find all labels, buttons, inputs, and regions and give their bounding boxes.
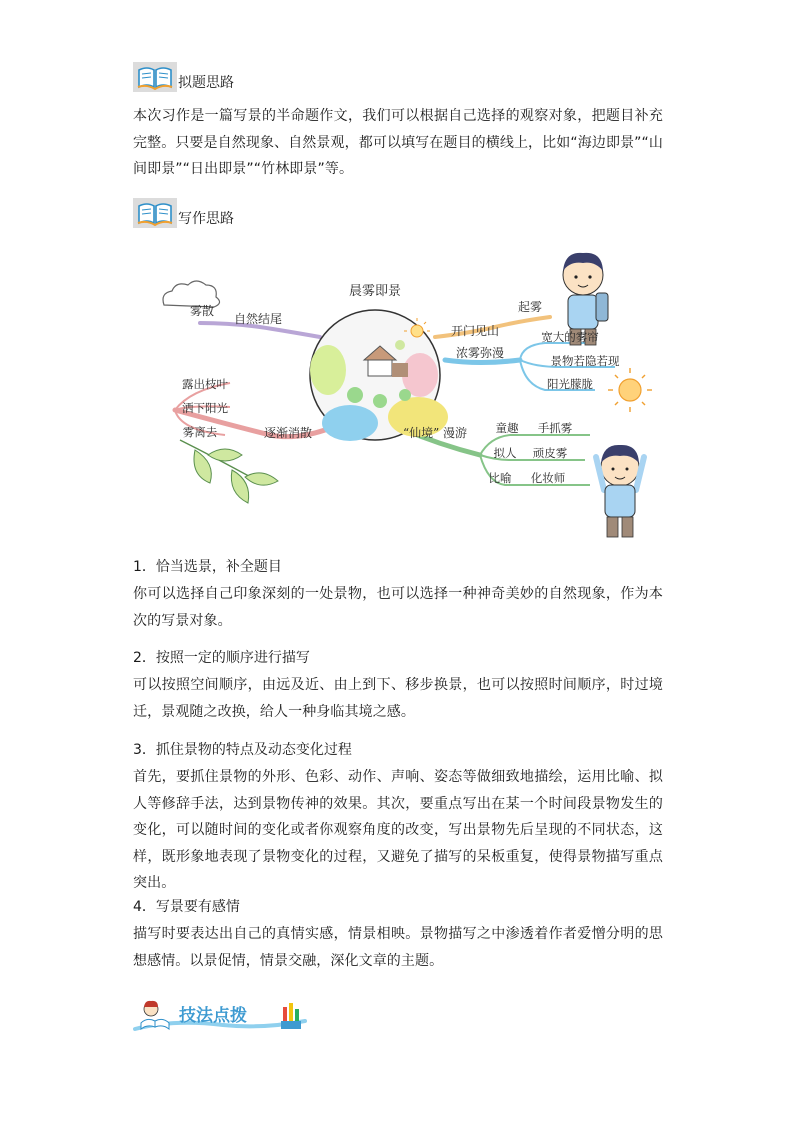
mind-map-branch-label: 浓雾弥漫 bbox=[455, 346, 505, 360]
item-body: 你可以选择自己印象深刻的一处景物，也可以选择一种神奇美妙的自然现象，作为本次的写景对象。 bbox=[133, 586, 663, 629]
leaves-icon bbox=[180, 440, 278, 503]
section-title: 拟题思路 bbox=[178, 75, 234, 91]
sun-icon bbox=[608, 368, 652, 412]
mind-map-leaf-label: 宽大的雾帘 bbox=[541, 330, 599, 344]
mind-map-leaf-label: 化妆师 bbox=[530, 471, 566, 485]
scene-circle bbox=[310, 310, 448, 441]
mind-map-leaf-label: 阳光朦胧 bbox=[547, 377, 593, 391]
mind-map-leaf-label: 童趣 bbox=[495, 421, 519, 435]
mind-map-leaf-label: 雾散 bbox=[189, 304, 215, 318]
child-reading-icon bbox=[141, 1001, 169, 1029]
mind-map-leaf-label: 拟人 bbox=[493, 446, 517, 460]
item-title: 4．写景要有感情 bbox=[133, 899, 240, 915]
pencils-icon bbox=[281, 1003, 301, 1029]
title-intro-paragraph: 本次习作是一篇写景的半命题作文，我们可以根据自己选择的观察对象，把题目补充完整。只要是自然现象、自然景观，都可以填写在题目的横线上，比如“海边即景”“山间即景”“日出即景”“竹林即景”等。 bbox=[133, 108, 663, 177]
mind-map-leaf-label: 景物若隐若现 bbox=[550, 354, 620, 368]
item-title: 3．抓住景物的特点及动态变化过程 bbox=[133, 742, 352, 758]
mind-map-leaf-label: 比喻 bbox=[488, 471, 512, 485]
mind-map-leaf-label: 手抓雾 bbox=[537, 421, 573, 435]
mind-map-leaf-label: 顽皮雾 bbox=[532, 446, 568, 460]
mind-map-leaf-label: 露出枝叶 bbox=[182, 377, 228, 391]
mind-map-leaf-label: 雾离去 bbox=[182, 425, 218, 439]
mind-map-center-label: 晨雾即景 bbox=[348, 284, 402, 299]
mind-map-leaf-label: 洒下阳光 bbox=[182, 401, 228, 415]
open-book-icon bbox=[133, 62, 177, 92]
mind-map-leaf-label: 起雾 bbox=[517, 300, 543, 314]
mind-map-branch-label: 开门见山 bbox=[450, 324, 500, 338]
mind-map-branch-label: 自然结尾 bbox=[233, 312, 283, 326]
waving-boy-illustration bbox=[596, 445, 644, 537]
section-title: 写作思路 bbox=[178, 211, 234, 227]
mind-map bbox=[150, 245, 660, 545]
item-title: 2．按照一定的顺序进行描写 bbox=[133, 650, 310, 666]
item-body: 描写时要表达出自己的真情实感，情景相映。景物描写之中渗透着作者爱憎分明的思想感情。以景促情，情景交融，深化文章的主题。 bbox=[133, 926, 663, 969]
item-body: 首先，要抓住景物的外形、色彩、动作、声响、姿态等做细致地描绘，运用比喻、拟人等修辞手法，达到景物传神的效果。其次，要重点写出在某一个时间段景物发生的变化，可以随时间的变化或者你观察角度的改变，写出景物先后呈现的不同状态，这样，既形象地表现了景物变化的过程，又避免了描写的呆板重复，使得景物描写重点突出。 bbox=[133, 769, 663, 891]
section-heading-writing-thinking bbox=[133, 198, 234, 228]
item-body: 可以按照空间顺序，由远及近、由上到下、移步换景，也可以按照时间顺序，时过境迁，景观随之改换，给人一种身临其境之感。 bbox=[133, 677, 663, 720]
item-title: 1．恰当选景，补全题目 bbox=[133, 559, 282, 575]
section-heading-title-thinking bbox=[133, 62, 234, 92]
open-book-icon bbox=[133, 198, 177, 228]
branch-right bbox=[445, 360, 520, 363]
technique-banner bbox=[133, 995, 313, 1037]
mind-map-branch-label: 逐渐消散 bbox=[263, 426, 313, 440]
mind-map-branch-label: “仙境” 漫游 bbox=[402, 426, 468, 440]
banner-text: 技法点拨 bbox=[179, 1006, 247, 1026]
